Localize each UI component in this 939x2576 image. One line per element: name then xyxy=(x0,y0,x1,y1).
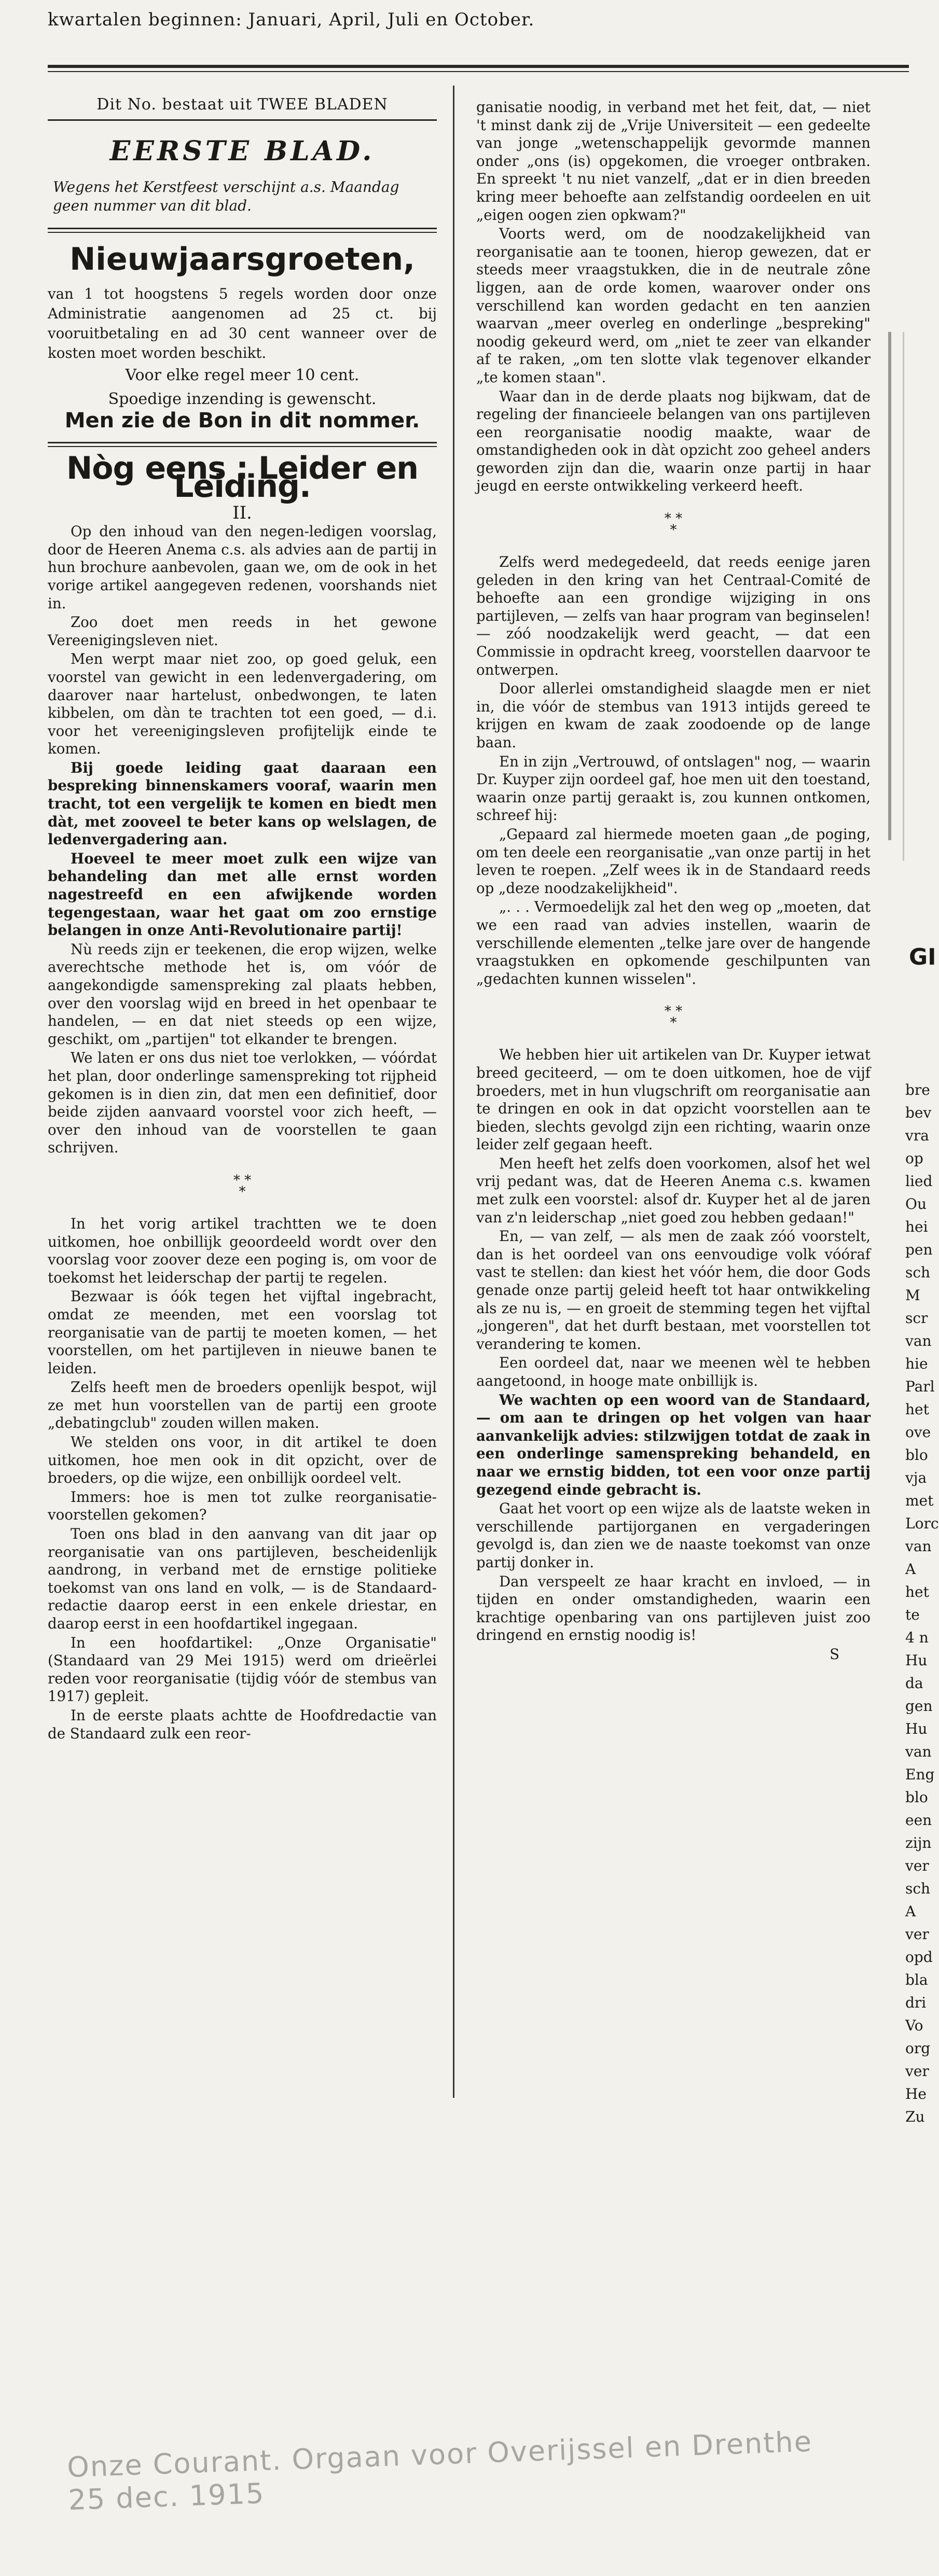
column-left xyxy=(48,91,437,1744)
paragraph: Bij goede leiding gaat daaraan een bespreking binnenskamers vooraf, waarin men tracht, tot een vergelijk te komen en biedt men dàt, met zooveel te beter kans op welslagen, de ledenvergadering aan. xyxy=(48,759,437,848)
paragraph: Zelfs heeft men de broeders openlijk bespot, wijl ze met hun voorstellen van de partij een groote „debatingclub" zouden willen maken. xyxy=(48,1378,437,1432)
paragraph: Dan verspeelt ze haar kracht en invloed, — in tijden en onder omstandigheden, waarin een krachtige openbaring van ons partijleven juist zoo dringend en ernstig noodig is! xyxy=(476,1572,871,1644)
paragraph: Op den inhoud van den negen-ledigen voorslag, door de Heeren Anema c.s. als advies aan de partij in hun brochure aanbevolen, gaan we, om de ook in het vorige artikel aangegeven redenen, voorshands niet in. xyxy=(48,523,437,612)
adjacent-column-fragment: A xyxy=(905,1561,916,1578)
paragraph: Bezwaar is óók tegen het vijftal ingebracht, omdat ze meenden, met een voorslag tot reorganisatie van de partij te moeten komen, — het voorstellen, om het partijleven in nieuwe banen te leiden. xyxy=(48,1288,437,1377)
paragraph: Door allerlei omstandigheid slaagde men er niet in, die vóór de stembus van 1913 intijds gereed te krijgen en kwam de zaak zoodoende op de lange baan. xyxy=(476,680,871,751)
ad-extra-line: Voor elke regel meer 10 cent. xyxy=(125,366,360,384)
adjacent-column-fragment: org xyxy=(905,2040,931,2057)
adjacent-column-fragment: A xyxy=(905,1903,916,1920)
adjacent-column-fragment: sch xyxy=(905,1264,931,1281)
adjacent-column-fragment: ver xyxy=(905,1857,929,1874)
masthead-rule-thin xyxy=(48,71,909,72)
column-divider xyxy=(453,86,454,2098)
adjacent-column-fragment: Ou xyxy=(905,1195,927,1213)
adjacent-column-fragment: scr xyxy=(905,1310,928,1327)
section-stars: * * * xyxy=(664,1004,683,1031)
ad-rates: van 1 tot hoogstens 5 regels worden door onze Administratie aangenomen ad 25 ct. bij vooruitbetaling en ad 30 cent wanneer over de kosten moet worden beschikt. xyxy=(48,285,437,361)
paragraph: We laten er ons dus niet toe verlokken, — vóórdat het plan, door onderlinge samenspreking tot rijpheid gekomen is in dien zin, dat men een definitief, door beide zijden aanvaard voorstel voor zich heeft, — over den inhoud van de voorstellen te gaan schrijven. xyxy=(48,1049,437,1157)
paragraph: Een oordeel dat, naar we meenen wèl te hebben aangetoond, in hooge mate onbillijk is. xyxy=(476,1354,871,1389)
right-edge-rule-thin xyxy=(903,332,904,861)
adjacent-column-fragment: het xyxy=(905,1401,929,1418)
adjacent-column-fragment: Eng xyxy=(905,1766,935,1783)
divider-double xyxy=(48,228,437,233)
adjacent-column-fragment: bla xyxy=(905,1971,928,1988)
adjacent-column-fragment: M xyxy=(905,1287,920,1304)
paragraph: In een hoofdartikel: „Onze Organisatie" (Standaard van 29 Mei 1915) werd om drieërlei reden voor reorganisatie (tijdig vóór de stembus van 1917) gepleit. xyxy=(48,1634,437,1705)
adjacent-column-fragments xyxy=(905,1079,939,2128)
quote-paragraph: „Gepaard zal hiermede moeten gaan „de poging, om ten deele een reorganisatie „van onze partij in het leven te roepen. „Zelf wees ik in de Standaard reeds op „deze noodzakelijkheid". xyxy=(476,825,871,897)
paragraph: Men heeft het zelfs doen voorkomen, alsof het wel vrij pedant was, dat de Heeren Anema c.s. kwamen met zulk een voorstel: alsof dr. Kuyper het al de jaren van z'n leiderschap „niet goed zou hebben gedaan!" xyxy=(476,1154,871,1226)
ad-headline: Nieuwjaarsgroeten, xyxy=(70,241,415,278)
adjacent-column-fragment: bev xyxy=(905,1104,932,1121)
adjacent-column-fragment: bre xyxy=(905,1081,930,1098)
edition-notice: Dit No. bestaat uit TWEE BLADEN xyxy=(96,95,388,114)
section-title: EERSTE BLAD. xyxy=(109,135,375,167)
paragraph: ganisatie noodig, in verband met het feit, dat, — niet 't minst dank zij de „Vrije Universiteit — een gedeelte van jonge „wetenschappelijk gevormde mannen onder „ons (is) opgekomen, die vroeger ontbraken. En spreekt 't nu niet vanzelf, „dat er in dien breeden kring meer behoefte aan zelfstandig oordeelen en uit „eigen oogen zien opkwam?" xyxy=(476,99,871,224)
paragraph: Toen ons blad in den aanvang van dit jaar op reorganisatie van ons partijleven, bescheidenlijk aandrong, in verband met de ernstige politieke toekomst van ons land en volk, — is de Standaard-redactie daarop eerst in een enkele driestar, en daarop eerst in een hoofdartikel ingegaan. xyxy=(48,1525,437,1632)
adjacent-column-fragment: met xyxy=(905,1492,934,1509)
adjacent-column-fragment: pen xyxy=(905,1241,933,1258)
adjacent-column-fragment: sch xyxy=(905,1880,931,1897)
holiday-note: Wegens het Kerstfeest verschijnt a.s. Maandag geen nummer van dit blad. xyxy=(53,178,399,215)
adjacent-column-fragment: dri xyxy=(905,1994,927,2011)
ad-bon: Men zie de Bon in dit nommer. xyxy=(64,408,420,433)
paragraph: Zelfs werd medegedeeld, dat reeds eenige jaren geleden in den kring van het Centraal-Comité de behoefte aan een grondige wijziging in ons partijleven, — zelfs van haar program van beginselen! — zóó noodzakelijk werd geacht, — dat een Commissie in opdracht kreeg, voorstellen daarvoor te ontwerpen. xyxy=(476,553,871,678)
divider-double xyxy=(48,442,437,447)
adjacent-column-fragment: zijn xyxy=(905,1834,932,1851)
adjacent-column-fragment: lied xyxy=(905,1173,933,1190)
paragraph: Men werpt maar niet zoo, op goed geluk, een voorstel van gewicht in een ledenvergadering, om daarover naar hartelust, onbedwongen, te laten kibbelen, om dàn te trachten tot een goed, — d.i. voor het vereenigingsleven profijtelijk einde te komen. xyxy=(48,650,437,758)
paragraph: Waar dan in de derde plaats nog bijkwam, dat de regeling der financieele belangen van ons partijleven een reorganisatie noodig maakte, waar de omstandigheden ook in dàt opzicht zoo geheel anders geworden zijn dan die, waarin onze partij in haar jeugd en eerste ontwikkeling verkeerd heeft. xyxy=(476,387,871,495)
paragraph: In het vorig artikel trachtten we te doen uitkomen, hoe onbillijk geoordeeld wordt over den voorslag voor zoover deze een poging is, om voor de toekomst het leiderschap der partij te regelen. xyxy=(48,1215,437,1286)
adjacent-column-fragment: ver xyxy=(905,2063,929,2080)
paragraph: En in zijn „Vertrouwd, of ontslagen" nog, — waarin Dr. Kuyper zijn oordeel gaf, hoe men uit den toestand, waarin onze partij geraakt is, zou kunnen ontkomen, schreef hij: xyxy=(476,753,871,824)
paragraph: We wachten op een woord van de Standaard, — om aan te dringen op het volgen van haar aanvankelijk advies: stilzwijgen totdat de zaak in een onderlinge samenspreking behandeld, en naar we ernstig bidden, tot een voor onze partij gezegend einde gebracht is. xyxy=(476,1391,871,1498)
paragraph: We stelden ons voor, in dit artikel te doen uitkomen, hoe men ook in dit opzicht, over de broeders, op die wijze, een onbillijk oordeel velt. xyxy=(48,1433,437,1487)
divider xyxy=(48,119,437,121)
section-stars: * * * xyxy=(233,1172,252,1200)
article-title: Nòg eens : Leider en Leiding. xyxy=(66,450,418,505)
adjacent-column-fragment: van xyxy=(905,1743,932,1760)
adjacent-column-fragment: Lorc xyxy=(905,1515,939,1532)
adjacent-column-fragment: een xyxy=(905,1812,932,1829)
adjacent-column-fragment: ver xyxy=(905,1926,929,1943)
adjacent-column-fragment: blo xyxy=(905,1789,928,1806)
adjacent-column-fragment: hei xyxy=(905,1218,928,1235)
handwritten-annotation: Onze Courant. Orgaan voor Overijssel en Drenthe 25 dec. 1915 xyxy=(66,2425,813,2517)
quote-paragraph: „. . . Vermoedelijk zal het den weg op „moeten, dat we een raad van advies instellen, waarin de verschillende elementen „telke jare over de hangende vraagstukken en opkomende geschilpunten van „gedachten kunnen wisselen". xyxy=(476,898,871,987)
paragraph: Gaat het voort op een wijze als de laatste weken in verschillende partijorganen en vergaderingen gevolgd is, dan zien we de naaste toekomst van onze partij donker in. xyxy=(476,1500,871,1571)
adjacent-column-fragment: He xyxy=(905,2085,927,2102)
adjacent-column-fragment: ove xyxy=(905,1424,931,1441)
paragraph: Nù reeds zijn er teekenen, die erop wijzen, welke averechtsche methode het is, om vóór de aangekondigde samenspreking zal plaats hebben, over den voorslag wijd en breed in het openbaar te handelen, — en dat niet steeds op een wijze, geschikt, om „partijen" tot elkander te brengen. xyxy=(48,940,437,1048)
adjacent-column-head: GI xyxy=(909,944,936,970)
paragraph: En, — van zelf, — als men de zaak zóó voorstelt, dan is het oordeel van ons eenvoudige volk vóóraf vast te stellen: dan kiest het vóór hem, die door Gods genade onze partij geleid heeft tot haar ontwikkeling als ze nu is, — en groeit de stemming tegen het vijftal „jongeren", dat het durft bestaan, met voorstellen tot verandering te komen. xyxy=(476,1228,871,1353)
adjacent-column-fragment: Hu xyxy=(905,1652,928,1669)
right-edge-rule xyxy=(888,332,891,840)
article-part: II. xyxy=(232,502,252,523)
paragraph: Hoeveel te meer moet zulk een wijze van behandeling dan met alle ernst worden nagestreefd en een afwijkende worden tegengestaan, waar het gaat om zoo ernstige belangen in onze Anti-Revolutionaire partij! xyxy=(48,850,437,939)
adjacent-column-fragment: Hu xyxy=(905,1720,928,1737)
ad-prompt: Spoedige inzending is gewenscht. xyxy=(108,389,377,408)
adjacent-column-fragment: het xyxy=(905,1583,929,1600)
paragraph: We hebben hier uit artikelen van Dr. Kuyper ietwat breed geciteerd, — om te doen uitkomen, hoe de vijf broeders, met in hun vlugschrift om reorganisatie aan te dringen en ook in dat opzicht voorstellen aan te bieden, slechts gevolgd zijn een richting, waarin onze leider zelf gegaan heeft. xyxy=(476,1046,871,1153)
adjacent-column-fragment: vja xyxy=(905,1469,927,1486)
adjacent-column-fragment: vra xyxy=(905,1127,929,1144)
adjacent-column-fragment: da xyxy=(905,1675,923,1692)
column-right xyxy=(476,99,871,1665)
adjacent-column-fragment: van xyxy=(905,1332,932,1349)
paragraph: Immers: hoe is men tot zulke reorganisatie-voorstellen gekomen? xyxy=(48,1488,437,1524)
adjacent-column-fragment: blo xyxy=(905,1446,928,1464)
adjacent-column-fragment: op xyxy=(905,1150,923,1167)
article-signature: S xyxy=(830,1645,839,1663)
paragraph: In de eerste plaats achtte de Hoofdredactie van de Standaard zulk een reor- xyxy=(48,1706,437,1742)
adjacent-column-fragment: 4 n xyxy=(905,1629,929,1646)
adjacent-column-fragment: opd xyxy=(905,1948,933,1966)
adjacent-column-fragment: Vo xyxy=(905,2017,923,2034)
adjacent-column-fragment: Parl xyxy=(905,1378,935,1395)
adjacent-column-fragment: te xyxy=(905,1606,920,1623)
section-stars: * * * xyxy=(664,511,683,538)
adjacent-column-fragment: gen xyxy=(905,1697,933,1715)
adjacent-column-fragment: Zu xyxy=(905,2108,925,2125)
masthead-subscription-line: kwartalen beginnen: Januari, April, Juli en October. xyxy=(48,9,535,30)
masthead-rule xyxy=(48,65,909,68)
adjacent-column-fragment: hie xyxy=(905,1355,928,1372)
paragraph: Voorts werd, om de noodzakelijkheid van reorganisatie aan te toonen, hierop gewezen, dat er steeds meer vraagstukken, die in de neutrale zône liggen, aan de orde komen, waarover onder ons verschillend kan worden gedacht en ten aanzien waarvan „meer overleg en onderlinge „bespreking" noodig gekeurd werd, om „niet te zeer van elkander af te raken, „om ten slotte vlak tegenover elkander „te komen staan". xyxy=(476,225,871,386)
paragraph: Zoo doet men reeds in het gewone Vereenigingsleven niet. xyxy=(48,614,437,649)
adjacent-column-fragment: van xyxy=(905,1538,932,1555)
